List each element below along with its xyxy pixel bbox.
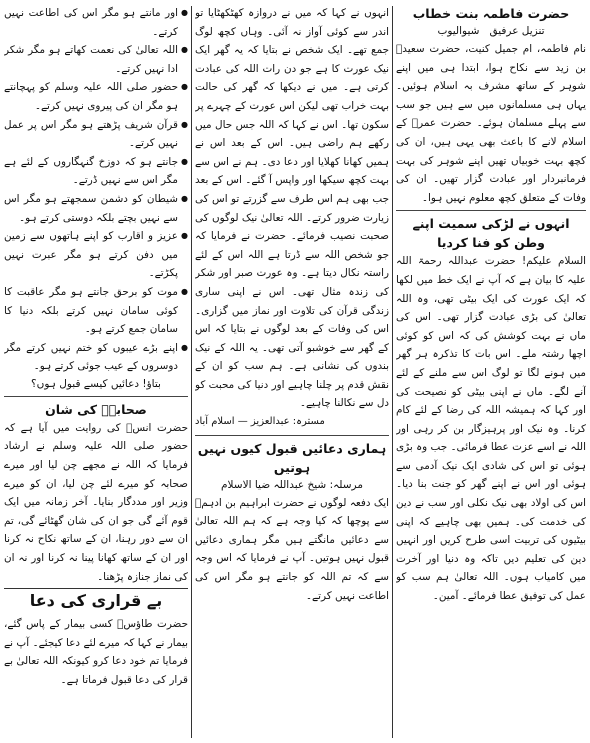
list-item: ● موت کو برحق جانتے ہو مگر عاقبت کا کوئی سامان نہیں کرتے بلکہ دنیا کا سامان جمع کرتے ہو۔ <box>4 283 188 339</box>
closing-line: بتاؤ! دعائیں کیسے قبول ہوں؟ <box>31 377 161 390</box>
list-item: ● اپنے بڑے عیبوں کو ختم نہیں کرتے مگر دوسروں کے عیب جوئی کرتے ہو۔ <box>4 339 188 376</box>
column-divider <box>191 6 192 738</box>
article-title: انہوں نے لڑکی سمیت اپنے وطن کو فنا کردیا <box>412 216 570 251</box>
article-title: ہماری دعائیں قبول کیوں نہیں ہوتیں <box>197 440 387 475</box>
article-title: بے قراری کی دعا <box>4 588 188 613</box>
article-body: السلام علیکم! حضرت عبداللہ رحمۃ اللہ علیہ کا بیان ہے کہ آپ نے ایک خط میں لکھا کہ ایک عورت کی ایک بیٹی تھی، وہ اللہ تعالیٰ کی بڑی عبادت گزار تھی۔ اس کی ماں نے بہت کوشش کی کہ اس کو کوئی اچھا رشتہ ملے۔ اس بات کا تذکرہ ہر گھر میں ہونے لگا تو لوگ اس سے ملنے کے لئے آنے لگے۔ ماں نے اپنی بیٹی کو نصیحت کی اور کہا کہ ہمیشہ اللہ کی رضا کے لئے کام کرنا۔ وہ نیک اور پرہیزگار بن کر رہی اور اللہ نے اسے عزت عطا فرمائی۔ جب وہ بڑی ہوئی تو اس کی شادی ایک نیک آدمی سے ہوئی اور اس نے اپنے گھر کو جنت بنا دیا۔ اس کی اولاد بھی نیک نکلی اور سب نے دین کی خدمت کی۔ ہمیں بھی چاہیے کہ اپنی بیٹیوں کی تربیت اسی طرح کریں اور انہیں دین کی تعلیم دیں تاکہ وہ دنیا اور آخرت میں کامیاب ہوں۔ اللہ تعالیٰ ہم سب کو عمل کی توفیق عطا فرمائے۔ آمین۔ <box>396 255 586 603</box>
list-item: ● اور مانتے ہو مگر اس کی اطاعت نہیں کرتے۔ <box>4 4 188 41</box>
list-item: ● اللہ تعالیٰ کی نعمت کھاتے ہو مگر شکر ادا نہیں کرتے۔ <box>4 41 188 78</box>
article-title: حضرت فاطمہ بنت خطاب <box>412 6 570 21</box>
list-item: ● قرآن شریف پڑھتے ہو مگر اس پر عمل نہیں کرتے۔ <box>4 116 188 153</box>
signature: مسترہ: عبدالعزیز — اسلام آباد <box>195 416 325 428</box>
article-body: نام فاطمہ، ام جمیل کنیت، حضرت سعیدؓ بن زید سے نکاح ہوا، ابتدا ہی میں اپنے شوہر کے ساتھ مشرف بہ اسلام ہوئیں۔ یہاں ہی مسلمانوں میں سے ہیں جو سب سے پہلے مسلمان ہوئے۔ حضرت عمرؓ کے اسلام لانے کا باعث بھی یہی ہیں، ان کی کچھ بہت خوبیاں تھیں اپنے شوہر کی بہت فرمانبردار اور عبادت گزار تھیں۔ ان کی وفات کے متعلق کچھ معلوم نہیں ہوا۔ <box>396 43 586 204</box>
author-name: تنزیل عرفیق <box>489 25 545 37</box>
article-body: حضرت انسؓ کی روایت میں آیا ہے کہ حضور صلی اللہ علیہ وسلم نے ارشاد فرمایا کہ اللہ نے مجھے چن لیا اور میرے صحابہ کو میرے لئے چن لیا، ان کو میرے وزیر اور مددگار بنایا۔ آخر زمانہ میں ایک قوم آئے گی جو ان کی شان گھٹائے گی، تم ان سے دور رہنا، ان کے ساتھ نکاح نہ کرنا اور ان کے ساتھ کھانا پینا نہ کرنا اور نہ ان کی نماز جنازہ پڑھنا۔ <box>4 421 188 583</box>
divider <box>195 435 389 436</box>
author-line: مرسلہ: شیخ عبداللہ ضیا الاسلام <box>221 478 363 491</box>
divider <box>396 210 586 211</box>
column-middle <box>195 4 389 739</box>
author-line <box>396 23 586 40</box>
column-left <box>4 4 188 739</box>
list-item: ● عزیز و اقارب کو اپنے ہاتھوں سے زمین میں دفن کرتے ہو مگر عبرت نہیں پکڑتے۔ <box>4 227 188 283</box>
article-body: انہوں نے کہا کہ میں نے دروازہ کھٹکھٹایا تو اندر سے کوئی آواز نہ آئی۔ وہاں کچھ لوگ جمع تھے۔ ایک شخص نے بتایا کہ یہ گھر ایک نیک عورت کا ہے جو دن رات اللہ کی عبادت کرتی ہے۔ میں نے دیکھا کہ گھر کی حالت بہت خراب تھی لیکن اس عورت کے چہرے پر سکون تھا۔ اس نے کہا کہ اللہ جس حال میں رکھے ہم راضی ہیں۔ اس کے بعد اس نے ہمیں کھانا کھلایا اور دعا دی۔ ہم نے اس سے بہت کچھ سیکھا اور واپس آ گئے۔ اس کے بعد جب بھی ہم اس طرف سے گزرتے تو اس کی زیارت ضرور کرتے۔ اللہ تعالیٰ نیک لوگوں کی صحبت نصیب فرمائے۔ حضرت نے فرمایا کہ جو شخص اللہ سے ڈرتا ہے اللہ اس کے لئے راستہ نکال دیتا ہے۔ وہ عورت صبر اور شکر کی زندہ مثال تھی۔ اس نے اپنی ساری زندگی قرآن کی تلاوت اور نماز میں گزاری۔ اس کی وفات کے بعد لوگوں نے بتایا کہ اس کے گھر سے خوشبو آتی تھی۔ یہ اللہ کے نیک بندوں کی نشانی ہے۔ ہم سب کو ان کے نقش قدم پر چلنا چاہیے اور دنیا کی محبت کو دل سے نکالنا چاہیے۔ <box>195 7 389 410</box>
article-body: ایک دفعہ لوگوں نے حضرت ابراہیم بن ادہمؒ سے پوچھا کہ کیا وجہ ہے کہ ہم اللہ تعالیٰ سے دعائیں مانگتے ہیں مگر ہماری دعائیں قبول نہیں ہوتیں۔ آپ نے فرمایا کہ اس وجہ سے کہ تم اللہ کو جانتے ہو مگر اس کی اطاعت نہیں کرتے۔ <box>195 496 389 602</box>
author-name: شیوالیوب <box>437 25 480 37</box>
list-item: ● حضور صلی اللہ علیہ وسلم کو پہچانتے ہو مگر ان کی پیروی نہیں کرتے۔ <box>4 78 188 115</box>
list-item: ● شیطان کو دشمن سمجھتے ہو مگر اس سے نہیں بچتے بلکہ دوستی کرتے ہو۔ <box>4 190 188 227</box>
column-right <box>396 4 586 739</box>
divider <box>4 396 188 397</box>
list-item: ● جانتے ہو کہ دوزخ گنہگاروں کے لئے ہے مگر اس سے نہیں ڈرتے۔ <box>4 153 188 190</box>
article-title: صحابہؓ کی شان <box>45 401 147 417</box>
article-body: حضرت طاؤسؒ کسی بیمار کے پاس گئے، بیمار نے کہا کہ میرے لئے دعا کیجئے۔ آپ نے فرمایا تم خود دعا کرو کیونکہ اللہ تعالیٰ بے قرار کی دعا قبول فرماتا ہے۔ <box>4 618 188 686</box>
column-divider <box>392 6 393 738</box>
